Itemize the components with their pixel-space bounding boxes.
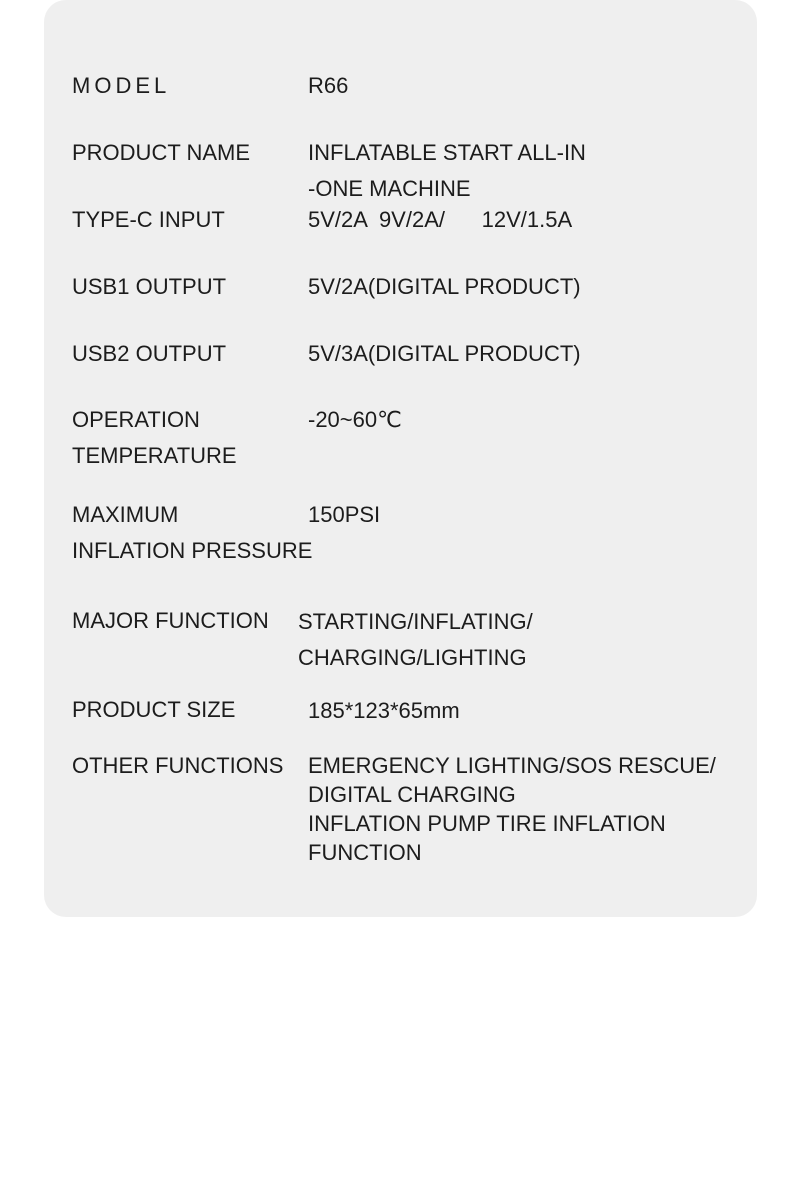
- operation-temperature-label-line2: TEMPERATURE: [72, 443, 237, 468]
- usb1-output-label: USB1 OUTPUT: [72, 274, 227, 299]
- product-size-value: 185*123*65mm: [308, 698, 460, 723]
- major-function-value-line2: CHARGING/LIGHTING: [298, 645, 527, 670]
- other-functions-value-line1: EMERGENCY LIGHTING/SOS RESCUE/: [308, 753, 716, 778]
- usb2-output-value: 5V/3A(DIGITAL PRODUCT): [308, 341, 581, 366]
- other-functions-value-line3: INFLATION PUMP TIRE INFLATION: [308, 811, 666, 836]
- operation-temperature-value: -20~60℃: [308, 407, 402, 432]
- product-size-label: PRODUCT SIZE: [72, 697, 236, 722]
- product-name-label: PRODUCT NAME: [72, 140, 251, 165]
- product-name-value-line2: -ONE MACHINE: [308, 176, 471, 201]
- max-pressure-label-line1: MAXIMUM: [72, 502, 179, 527]
- type-c-input-label: TYPE-C INPUT: [72, 207, 225, 232]
- other-functions-value-line4: FUNCTION: [308, 840, 422, 865]
- usb1-output-value: 5V/2A(DIGITAL PRODUCT): [308, 274, 581, 299]
- max-pressure-label-line2: INFLATION PRESSURE: [72, 538, 313, 563]
- product-name-value-line1: INFLATABLE START ALL-IN: [308, 140, 586, 165]
- other-functions-label: OTHER FUNCTIONS: [72, 753, 284, 778]
- model-label: MODEL: [72, 73, 171, 98]
- model-value: R66: [308, 73, 349, 98]
- max-pressure-value: 150PSI: [308, 502, 381, 527]
- usb2-output-label: USB2 OUTPUT: [72, 341, 227, 366]
- major-function-value-line1: STARTING/INFLATING/: [298, 609, 533, 634]
- other-functions-value-line2: DIGITAL CHARGING: [308, 782, 516, 807]
- type-c-input-value: 5V/2A 9V/2A/ 12V/1.5A: [308, 207, 573, 232]
- major-function-label: MAJOR FUNCTION: [72, 608, 269, 633]
- operation-temperature-label-line1: OPERATION: [72, 407, 200, 432]
